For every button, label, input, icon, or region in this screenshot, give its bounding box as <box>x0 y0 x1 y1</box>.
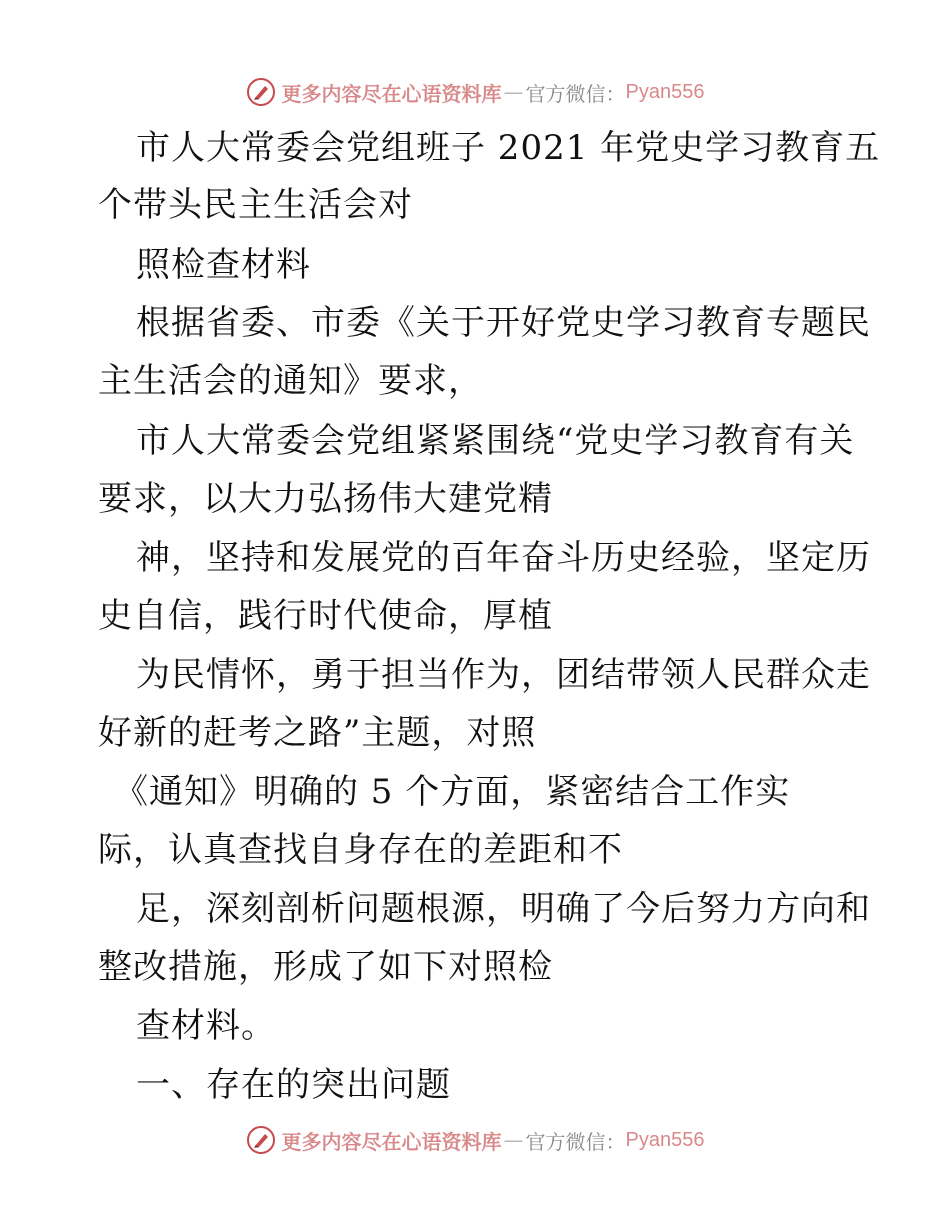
pen-logo-icon <box>246 1125 276 1155</box>
paragraph-line: 要求，以大力弘扬伟大建党精 <box>98 479 553 519</box>
paragraph-line: 际，认真查找自身存在的差距和不 <box>98 830 623 870</box>
paragraph-line: 查材料。 <box>136 1006 276 1046</box>
watermark-site-text: 更多内容尽在心语资料库 <box>281 81 502 106</box>
document-title-line-3: 照检查材料 <box>136 245 311 285</box>
watermark-dash: — <box>503 1128 524 1152</box>
paragraph-line: 足，深刻剖析问题根源，明确了今后努力方向和 <box>136 889 871 929</box>
watermark-wechat-id: Pyan556 <box>625 80 705 103</box>
paragraph-line: 史自信，践行时代使命，厚植 <box>98 596 553 636</box>
paragraph-line: 好新的赶考之路”主题，对照 <box>98 713 537 753</box>
document-title-line-1: 市人大常委会党组班子 2021 年党史学习教育五 <box>136 128 881 168</box>
paragraph-line: 《通知》明确的 5 个方面，紧密结合工作实 <box>114 772 791 812</box>
paragraph-line: 为民情怀，勇于担当作为，团结带领人民群众走 <box>136 655 871 695</box>
section-heading: 一、存在的突出问题 <box>136 1065 451 1105</box>
paragraph-line: 根据省委、市委《关于开好党史学习教育专题民 <box>136 303 871 343</box>
paragraph-line: 神，坚持和发展党的百年奋斗历史经验，坚定历 <box>136 538 871 578</box>
document-title-line-2: 个带头民主生活会对 <box>98 185 413 225</box>
pen-logo-icon <box>246 77 276 107</box>
watermark-dash: — <box>503 80 524 104</box>
paragraph-line: 整改措施，形成了如下对照检 <box>98 947 553 987</box>
watermark-wechat-label: 官方微信： <box>525 1129 626 1154</box>
footer-watermark <box>0 1118 950 1162</box>
watermark-wechat-id: Pyan556 <box>625 1128 705 1151</box>
paragraph-line: 主生活会的通知》要求， <box>98 361 483 401</box>
paragraph-line: 市人大常委会党组紧紧围绕“党史学习教育有关 <box>136 421 855 461</box>
watermark-site-text: 更多内容尽在心语资料库 <box>281 1129 502 1154</box>
watermark-wechat-label: 官方微信： <box>525 81 626 106</box>
header-watermark <box>0 70 950 114</box>
